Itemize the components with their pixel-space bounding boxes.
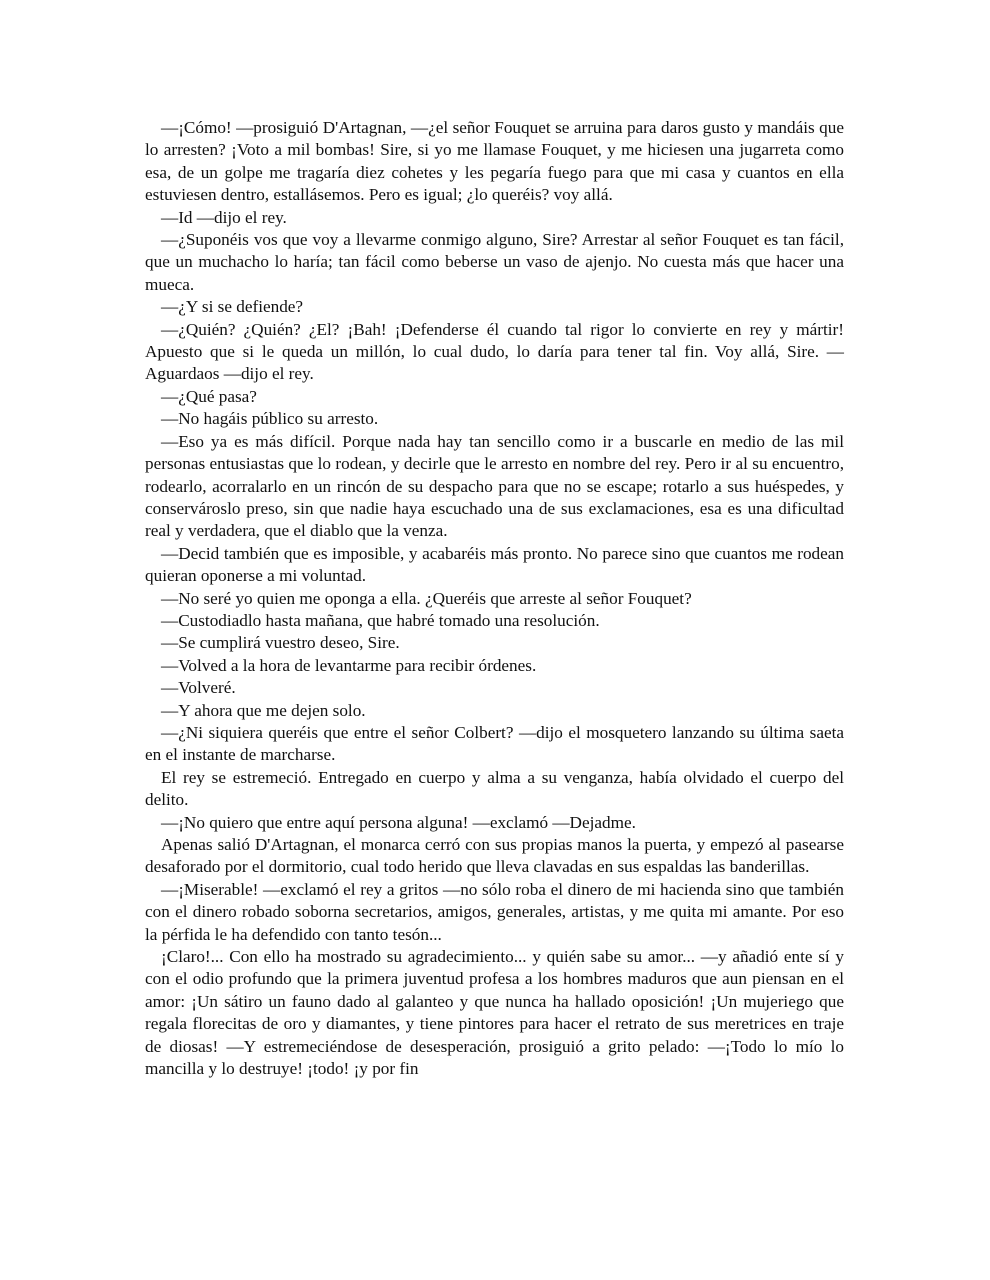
paragraph: —Volved a la hora de levantarme para recibir órdenes. xyxy=(161,655,537,675)
paragraph: —No hagáis público su arresto. xyxy=(161,409,379,429)
paragraph: —Decid también que es imposible, y acabaréis más pronto. No parece sino que cuantos me rodean quieran oponerse a mi voluntad. xyxy=(145,543,844,586)
paragraph: —¡Miserable! —exclamó el rey a gritos —no sólo roba el dinero de mi hacienda sino que también con el dinero robado soborna secretarios, amigos, generales, artistas, y me quita mi amante. Por eso la pérfida le ha defendido con tanto tesón... xyxy=(145,879,844,944)
paragraph: ¡Claro!... Con ello ha mostrado su agradecimiento... y quién sabe su amor... —y añadió ente sí y con el odio profundo que la primera juventud profesa a los hombres maduros que aun piensan en el amor: ¡Un sátiro un fauno dado al galanteo y que nunca ha hallado oposición! ¡Un mujeriego que regala florecitas de oro y diamantes, y tiene pintores para hacer el retrato de sus meretrices en traje de diosas! —Y estremeciéndose de desesperación, prosiguió a grito pelado: —¡Todo lo mío lo mancilla y lo destruye! ¡todo! ¡y por fin xyxy=(145,947,844,1079)
paragraph: —No seré yo quien me oponga a ella. ¿Queréis que arreste al señor Fouquet? xyxy=(161,588,692,608)
paragraph: —Se cumplirá vuestro deseo, Sire. xyxy=(161,633,400,653)
document-page xyxy=(145,117,844,1080)
paragraph: —¿Ni siquiera queréis que entre el señor Colbert? —dijo el mosquetero lanzando su última saeta en el instante de marcharse. xyxy=(145,722,844,765)
paragraph: El rey se estremeció. Entregado en cuerpo y alma a su venganza, había olvidado el cuerpo del delito. xyxy=(145,767,844,810)
paragraph: —Eso ya es más difícil. Porque nada hay tan sencillo como ir a buscarle en medio de las mil personas entusiastas que lo rodean, y decirle que le arresto en nombre del rey. Pero ir al su encuentro, rodearlo, acorralarlo en un rincón de su despacho para que no se escape; rotarlo a sus huéspedes, y conservároslo preso, sin que nadie haya escuchado una de sus exclamaciones, esa es una dificultad real y verdadera, que el diablo que la venza. xyxy=(145,431,844,541)
paragraph: —Custodiadlo hasta mañana, que habré tomado una resolución. xyxy=(161,610,600,630)
paragraph: —¡No quiero que entre aquí persona alguna! —exclamó —Dejadme. xyxy=(161,812,636,832)
paragraph: —¿Suponéis vos que voy a llevarme conmigo alguno, Sire? Arrestar al señor Fouquet es tan fácil, que un muchacho lo haría; tan fácil como beberse un vaso de ajenjo. No cuesta más que hacer una mueca. xyxy=(145,230,844,294)
paragraph: —¡Cómo! —prosiguió D'Artagnan, —¿el señor Fouquet se arruina para daros gusto y mandáis que lo arresten? ¡Voto a mil bombas! Sire, si yo me llamase Fouquet, y me hiciesen una jugarreta como esa, de un golpe me tragaría diez cohetes y les pegaría fuego para que mi casa y cuantos en ella estuviesen dentro, estallásemos. Pero es igual; ¿lo queréis? voy allá. xyxy=(145,118,844,205)
paragraph: —¿Quién? ¿Quién? ¿El? ¡Bah! ¡Defenderse él cuando tal rigor lo convierte en rey y mártir! Apuesto que si le queda un millón, lo cual dudo, lo daría para tener tal fin. Voy allá, Sire. —Aguardaos —dijo el rey. xyxy=(145,319,844,384)
paragraph: —¿Qué pasa? xyxy=(161,386,257,406)
paragraph: —¿Y si se defiende? xyxy=(161,297,304,317)
paragraph: Apenas salió D'Artagnan, el monarca cerró con sus propias manos la puerta, y empezó al pasearse desaforado por el dormitorio, cual todo herido que lleva clavadas en sus espaldas las banderillas. xyxy=(145,835,844,877)
paragraph: —Id —dijo el rey. xyxy=(161,207,287,227)
paragraph: —Y ahora que me dejen solo. xyxy=(161,700,366,720)
paragraph: —Volveré. xyxy=(161,678,236,698)
